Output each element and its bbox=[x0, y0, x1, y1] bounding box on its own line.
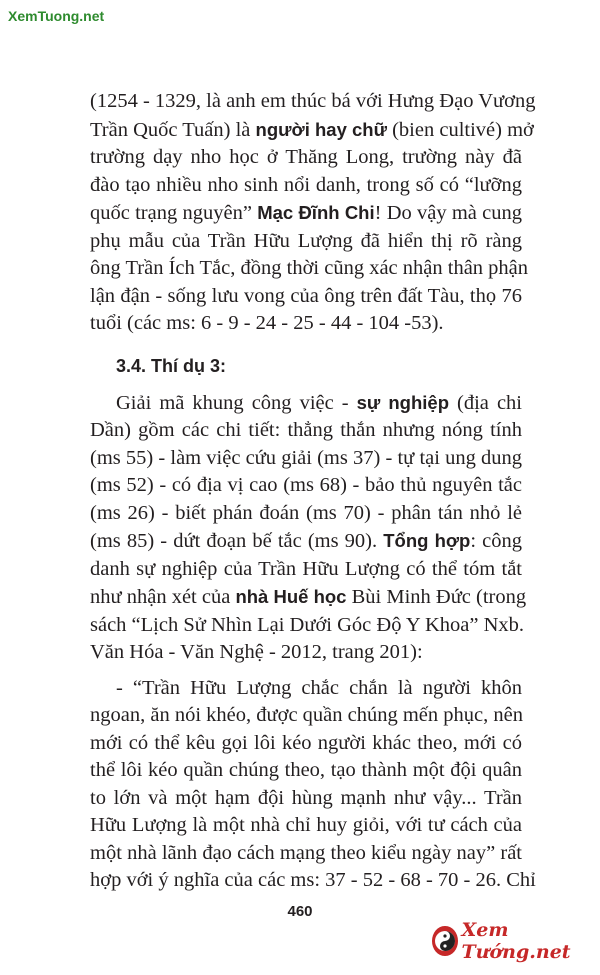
text-line: quốc trạng nguyên” Mạc Đĩnh Chi! Do vậy mà cung bbox=[90, 202, 523, 224]
text-line: Dần) gồm các chi tiết: thẳng thắn nhưng nóng tính bbox=[90, 419, 522, 441]
yin-yang-icon bbox=[432, 926, 458, 956]
watermark-logo bbox=[432, 919, 600, 963]
text-line: như nhận xét của nhà Huế học Bùi Minh Đức (trong bbox=[90, 586, 527, 608]
text-line: sách “Lịch Sử Nhìn Lại Dưới Góc Độ Y Khoa” Nxb. bbox=[90, 613, 525, 636]
paragraph-block-2 bbox=[90, 389, 527, 667]
text-line: (ms 26) - biết phán đoán (ms 70) - phân tán nhỏ lẻ bbox=[90, 501, 522, 524]
text-line: - “Trần Hữu Lượng chắc chắn là người khôn bbox=[116, 676, 522, 699]
watermark-top: XemTuong.net bbox=[8, 8, 105, 24]
text-line: mới có thể kêu gọi lôi kéo người khác theo, mới có bbox=[90, 731, 522, 754]
text-line: tuổi (các ms: 6 - 9 - 24 - 25 - 44 - 104 -53). bbox=[90, 312, 444, 334]
text-line: (ms 55) - làm việc cứu giải (ms 37) - tự tại ung dung bbox=[90, 446, 522, 469]
text-line: ngoan, ăn nói khéo, được quần chúng mến phục, nên bbox=[90, 704, 523, 726]
text-line: thể lôi kéo quần chúng theo, tạo thành một đội quân bbox=[90, 759, 522, 781]
text-line: to lớn và một hạm đội hùng mạnh như vậy... Trần bbox=[90, 786, 522, 809]
page-number: 460 bbox=[287, 903, 313, 920]
bold-phrase: Mạc Đĩnh Chi bbox=[257, 202, 375, 223]
text-line: lận đận - sống lưu vong của ông trên đất Tàu, thọ 76 bbox=[90, 284, 522, 307]
text-line: phụ mẫu của Trần Hữu Lượng đã hiển thị rõ ràng bbox=[90, 229, 522, 252]
text-line: hợp với ý nghĩa của các ms: 37 - 52 - 68 - 70 - 26. Chỉ bbox=[90, 869, 536, 891]
text-line: Hữu Lượng là một nhà chỉ huy giỏi, với tư cách của bbox=[90, 814, 522, 836]
bold-phrase: người hay chữ bbox=[255, 118, 387, 140]
section-heading: 3.4. Thí dụ 3: bbox=[116, 355, 227, 376]
logo-text: Xem Tướng.net bbox=[461, 919, 571, 963]
text-line: một nhà lãnh đạo cách mạng theo kiểu ngày nay” rất bbox=[90, 841, 522, 864]
text-line: (ms 52) - có địa vị cao (ms 68) - bảo thủ nguyên tắc bbox=[90, 474, 522, 496]
paragraph-block-1 bbox=[90, 88, 536, 338]
bold-phrase: sự nghiệp bbox=[356, 391, 449, 413]
text-line: danh sự nghiệp của Trần Hữu Lượng có thể tóm tắt bbox=[90, 557, 522, 580]
page-body bbox=[90, 88, 536, 895]
text-line: trường dạy nho học ở Thăng Long, trường này đã bbox=[90, 146, 522, 168]
bold-phrase: Tổng hợp bbox=[383, 530, 471, 551]
text-line: Giải mã khung công việc - sự nghiệp (địa chi bbox=[116, 391, 522, 414]
text-line: (1254 - 1329, là anh em thúc bá với Hưng Đạo Vương bbox=[90, 90, 536, 112]
text-line: (ms 85) - dứt đoạn bế tắc (ms 90). Tổng hợp: công bbox=[90, 530, 522, 552]
text-line: ông Trần Ích Tắc, đồng thời cũng xác nhận thân phận bbox=[90, 257, 529, 279]
paragraph-block-3 bbox=[90, 675, 536, 895]
text-line: Trần Quốc Tuấn) là người hay chữ (bien cultivé) mở bbox=[90, 118, 534, 141]
bold-phrase: nhà Huế học bbox=[235, 586, 347, 607]
text-line: Văn Hóa - Văn Nghệ - 2012, trang 201): bbox=[90, 641, 423, 663]
text-line: đào tạo nhiều nho sinh nổi danh, trong số có “lưỡng bbox=[90, 173, 522, 196]
